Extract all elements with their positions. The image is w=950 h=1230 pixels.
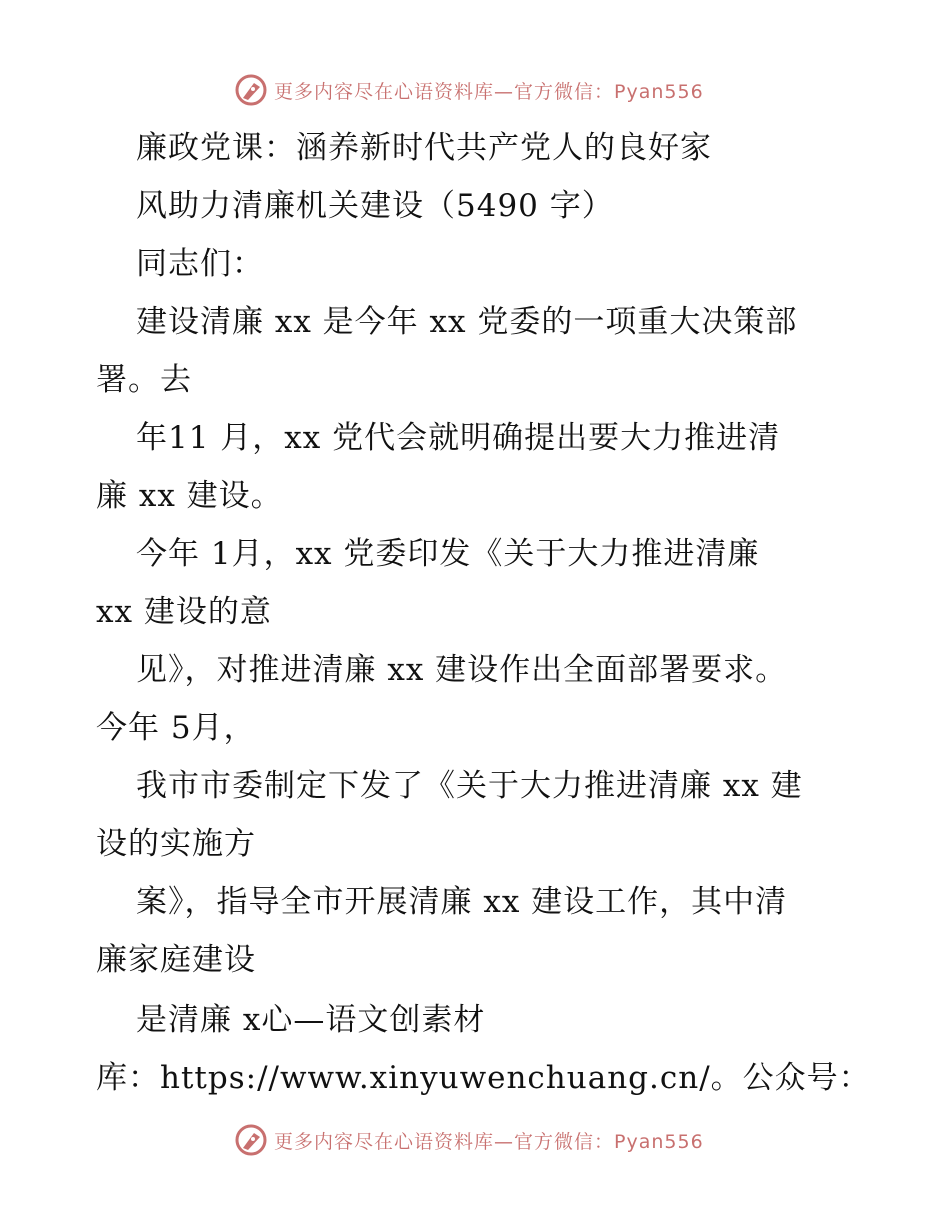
paragraph-line: 廉 xx 建设。: [96, 478, 283, 514]
paragraph-line: 建设清廉 xx 是今年 xx 党委的一项重大决策部: [136, 304, 798, 340]
paragraph-line: 署。去: [96, 362, 192, 398]
paragraph-line: 今年 5月，: [96, 710, 256, 746]
paragraph-line: 库：https://www.xinyuwenchuang.cn/。公众号：: [96, 1060, 871, 1096]
paragraph-line: 年11 月，xx 党代会就明确提出要大力推进清: [136, 420, 781, 456]
paragraph-line: 今年 1月，xx 党委印发《关于大力推进清廉: [136, 536, 760, 572]
pen-nib-logo-icon: [234, 73, 268, 107]
header-banner-text: 更多内容尽在心语资料库—官方微信：Pyan556: [274, 80, 704, 103]
paragraph-line: 廉家庭建设: [96, 942, 256, 978]
document-title-line-1: 廉政党课：涵养新时代共产党人的良好家: [136, 130, 712, 166]
paragraph-line: 案》，指导全市开展清廉 xx 建设工作，其中清: [136, 884, 788, 920]
paragraph-line: xx 建设的意: [96, 594, 272, 630]
footer-banner-text: 更多内容尽在心语资料库—官方微信：Pyan556: [274, 1130, 704, 1153]
header-banner: [234, 72, 704, 108]
pen-nib-logo-icon: [234, 1123, 268, 1157]
paragraph-line: 设的实施方: [96, 826, 256, 862]
paragraph-line: 见》，对推进清廉 xx 建设作出全面部署要求。: [136, 652, 788, 688]
paragraph-line: 我市市委制定下发了《关于大力推进清廉 xx 建: [136, 768, 803, 804]
paragraph-line: 是清廉 x心—语文创素材: [136, 1002, 486, 1038]
footer-banner: [234, 1122, 704, 1158]
salutation: 同志们：: [136, 246, 264, 282]
document-title-line-2: 风助力清廉机关建设（5490 字）: [136, 188, 614, 224]
